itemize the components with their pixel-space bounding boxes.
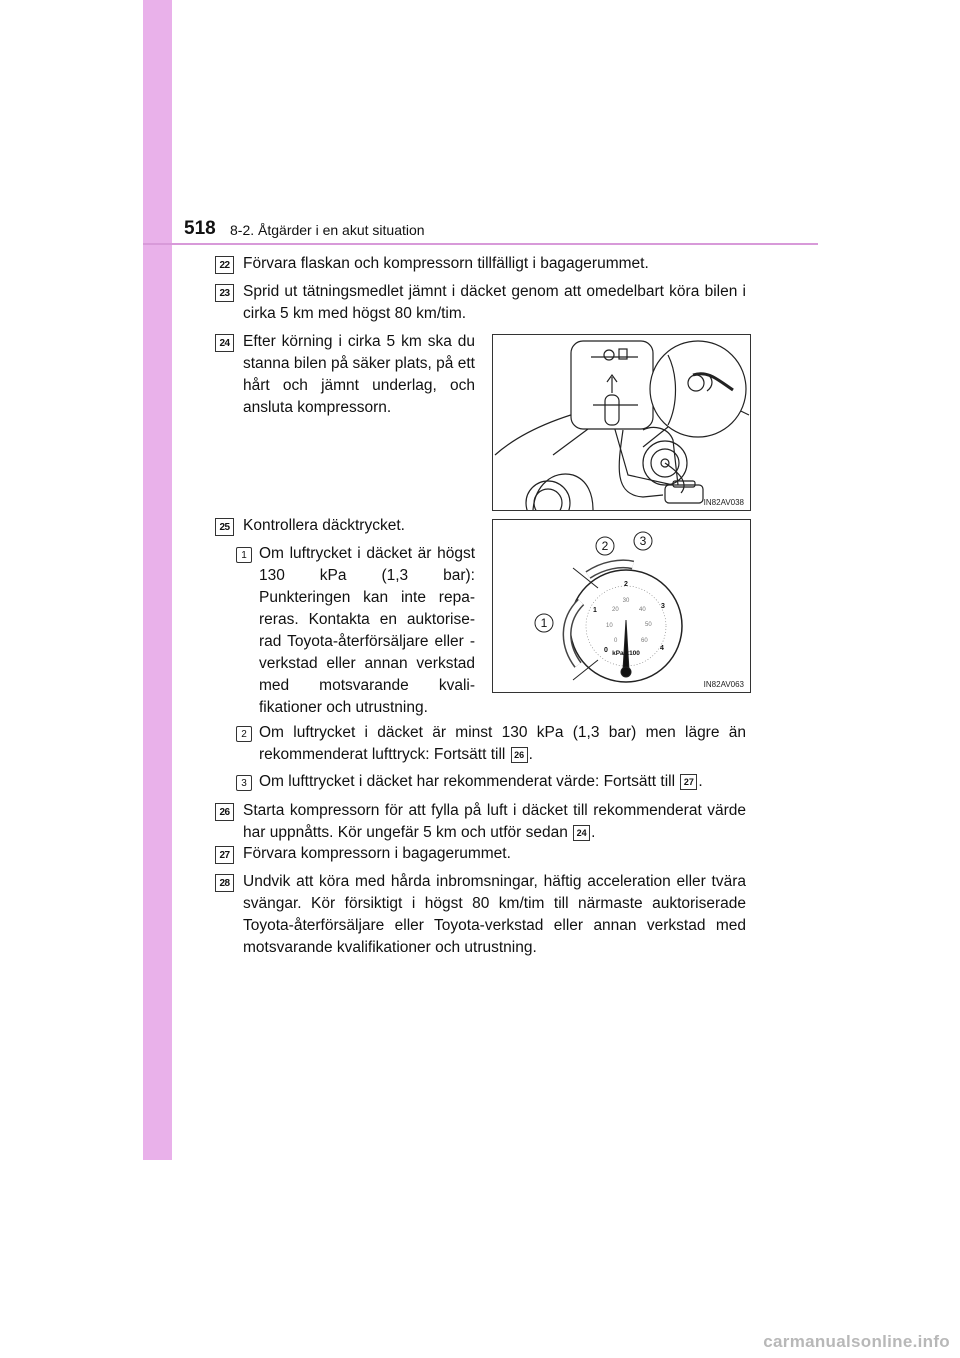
substep-badge-2: 2 [236,726,252,742]
gauge-unit: kPa x100 [612,650,640,657]
gauge-callout-2: 2 [601,539,609,553]
substep-text-3: Om lufttrycket i däcket har rekommenderat värde: Fortsätt till 27 . [259,773,703,790]
step-badge-23: 23 [215,284,234,302]
step-text-26: Starta kompressorn för att fylla på luft i däcket till rekommenderat värde har uppnåtts. Kör ungefär 5 km och utför sedan 24 . [243,802,746,841]
gauge-outer-3: 3 [661,603,665,610]
figure-car-compressor [492,334,751,511]
substep-badge-3: 3 [236,775,252,791]
step-text-22: Förvara flaskan och kompressorn tillfälligt i bagagerummet. [243,255,649,272]
page-number: 518 [184,218,216,239]
figure-code-gauge: IN82AV063 [703,680,744,689]
figure-code-car: IN82AV038 [703,498,744,507]
gauge-callout-1: 1 [540,616,548,630]
substep-text-1: Om luftrycket i däcket är högst 130 kPa (1,3 bar): Punkteringen kan inte repareras. Kontakta en auktoriserad Toyota-återförsäljare eller -verkstad eller annan verkstad med motsvarande kvalifikationer och utrustning. [259,545,475,716]
gauge-inner-60: 60 [641,638,648,644]
gauge-outer-1: 1 [593,607,597,614]
ref-step-24: 24 [573,825,590,841]
step-badge-28: 28 [215,874,234,892]
section-title: 8-2. Åtgärder i en akut situation [230,222,425,238]
gauge-outer-2: 2 [624,581,628,588]
gauge-inner-0: 0 [614,638,618,644]
gauge-inner-40: 40 [639,607,646,613]
substep-badge-1: 1 [236,547,252,563]
substep-text-2: Om luftrycket i däcket är minst 130 kPa (1,3 bar) men lägre än rekommenderat lufttryck: Fortsätt till 26 . [259,724,746,763]
step-text-23: Sprid ut tätningsmedlet jämnt i däcket genom att omedelbart köra bilen i cirka 5 km med högst 80 km/tim. [243,283,746,322]
pressure-gauge-illustration [493,520,750,692]
gauge-outer-4: 4 [660,645,664,652]
step-badge-24: 24 [215,334,234,352]
footer-watermark: carmanualsonline.info [763,1332,950,1351]
step-text-27: Förvara kompressorn i bagagerummet. [243,845,511,862]
header-rule [143,243,818,245]
step-badge-22: 22 [215,256,234,274]
step-text-28: Undvik att köra med hårda inbromsningar, häftig acceleration eller tvära svängar. Kör försiktigt i högst 80 km/tim till närmaste auktoriserade Toyota-återförsäljare eller Toyota-verkstad eller annan verkstad med motsvarande kvalifikationer och utrustning. [243,873,746,956]
step-badge-27: 27 [215,846,234,864]
step-badge-25: 25 [215,518,234,536]
step-badge-26: 26 [215,803,234,821]
step-text-25: Kontrollera däcktrycket. [243,517,405,534]
gauge-inner-20: 20 [612,607,619,613]
car-compressor-illustration [493,335,750,510]
gauge-outer-0: 0 [604,647,608,654]
gauge-inner-50: 50 [645,622,652,628]
chapter-tab-sidebar [143,0,172,1160]
step-text-24: Efter körning i cirka 5 km ska du stanna bilen på säker plats, på ett hårt och jämnt underlag, och ansluta kompressorn. [243,333,475,416]
ref-step-26: 26 [511,747,528,763]
figure-pressure-gauge [492,519,751,693]
gauge-inner-10: 10 [606,623,613,629]
ref-step-27: 27 [680,774,697,790]
gauge-inner-30: 30 [622,598,630,604]
gauge-callout-3: 3 [639,534,647,548]
